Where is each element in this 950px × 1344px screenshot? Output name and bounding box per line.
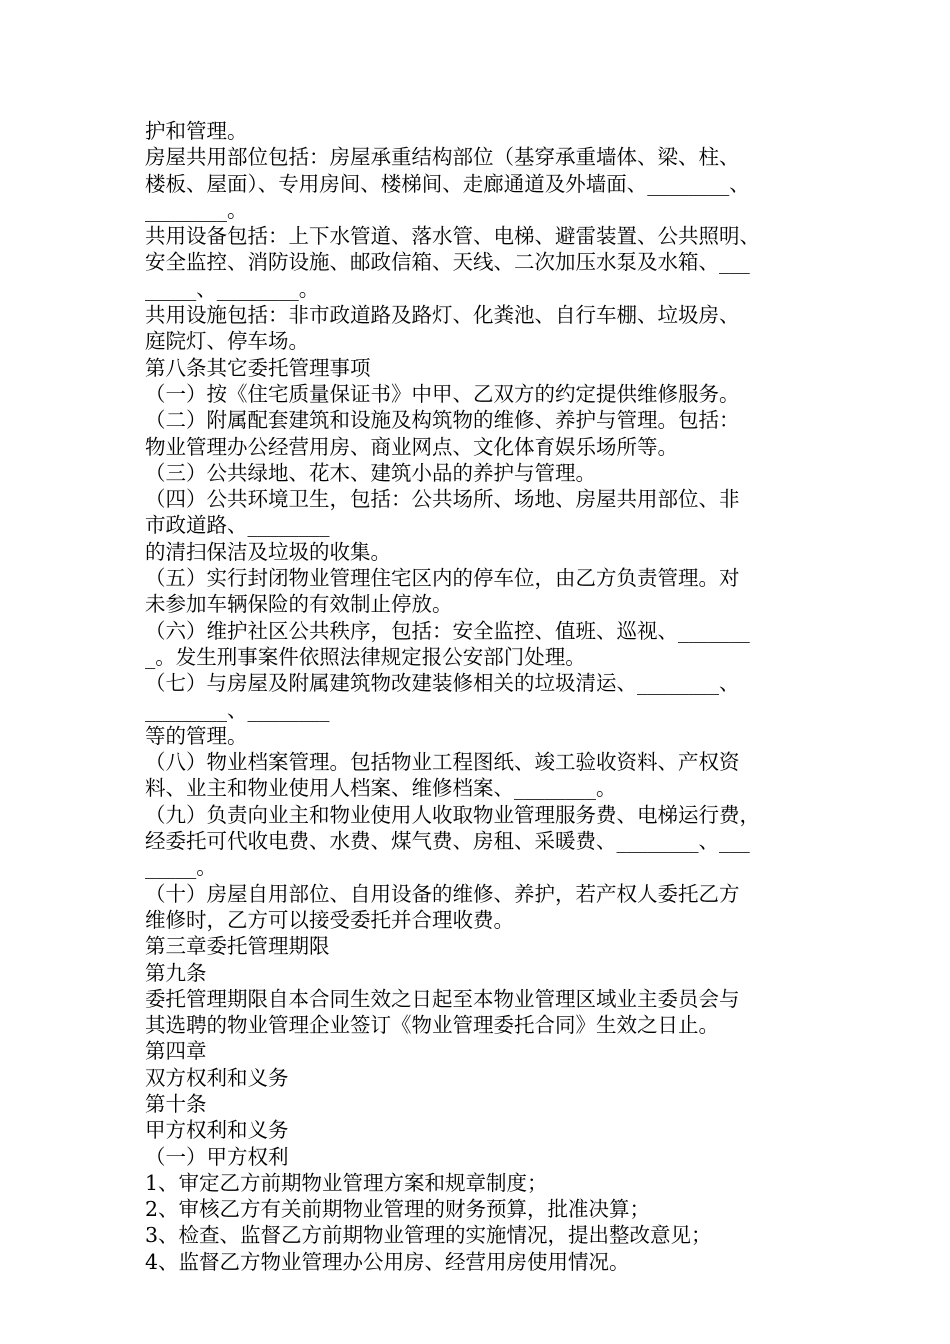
- text-line: 护和管理。: [145, 119, 248, 143]
- list-item: 2、审核乙方有关前期物业管理的财务预算，批准决算；: [145, 1197, 651, 1222]
- list-item: 4、监督乙方物业管理办公用房、经营用房使用情况。: [145, 1249, 630, 1274]
- text-line: 市政道路、________: [145, 513, 330, 538]
- text-line: 料、业主和物业使用人档案、维修档案、________。: [145, 776, 617, 801]
- text-line: 等的管理。: [145, 723, 248, 748]
- text-line: 庭院灯、停车场。: [145, 329, 309, 354]
- text-line: _____。: [145, 855, 217, 880]
- text-line: （八）物业档案管理。包括物业工程图纸、竣工验收资料、产权资: [145, 750, 740, 775]
- text-line: 未参加车辆保险的有效制止停放。: [145, 592, 453, 617]
- text-line: （六）维护社区公共秩序，包括：安全监控、值班、巡视、_______: [145, 618, 750, 643]
- section-heading: 第八条其它委托管理事项: [145, 355, 371, 380]
- text-line: ________、________: [145, 697, 330, 722]
- chapter-heading: 第三章委托管理期限: [145, 934, 330, 959]
- text-line: 房屋共用部位包括：房屋承重结构部位（基穿承重墙体、梁、柱、: [145, 145, 740, 170]
- text-line: _____、________。: [145, 276, 320, 301]
- text-line: （一）按《住宅质量保证书》中甲、乙双方的约定提供维修服务。: [145, 381, 740, 406]
- text-line: 经委托可代收电费、水费、煤气费、房租、采暖费、________、___: [145, 829, 750, 854]
- text-line: （七）与房屋及附属建筑物改建装修相关的垃圾清运、________、: [145, 671, 740, 696]
- list-item: 3、检查、监督乙方前期物业管理的实施情况，提出整改意见；: [145, 1223, 712, 1248]
- text-line: 物业管理办公经营用房、商业网点、文化体育娱乐场所等。: [145, 434, 678, 459]
- text-line: （二）附属配套建筑和设施及构筑物的维修、养护与管理。包括：: [145, 408, 740, 433]
- text-line: 委托管理期限自本合同生效之日起至本物业管理区域业主委员会与: [145, 986, 740, 1011]
- text-line: _。发生刑事案件依照法律规定报公安部门处理。: [145, 644, 586, 669]
- text-line: 楼板、屋面）、专用房间、楼梯间、走廊通道及外墙面、________、: [145, 171, 750, 196]
- text-line: 安全监控、消防设施、邮政信箱、天线、二次加压水泵及水箱、___: [145, 250, 750, 275]
- article-title: 甲方权利和义务: [145, 1118, 289, 1143]
- article-heading: 第十条: [145, 1091, 207, 1116]
- text-line: ________。: [145, 197, 248, 222]
- text-line: 共用设施包括：非市政道路及路灯、化粪池、自行车棚、垃圾房、: [145, 303, 740, 328]
- chapter-title: 双方权利和义务: [145, 1065, 289, 1090]
- article-heading: 第九条: [145, 960, 207, 985]
- subsection-heading: （一）甲方权利: [145, 1144, 289, 1169]
- text-line: （三）公共绿地、花木、建筑小品的养护与管理。: [145, 460, 596, 485]
- list-item: 1、审定乙方前期物业管理方案和规章制度；: [145, 1170, 548, 1195]
- text-line: （九）负责向业主和物业使用人收取物业管理服务费、电梯运行费，: [145, 802, 760, 827]
- text-line: 维修时，乙方可以接受委托并合理收费。: [145, 907, 514, 932]
- text-line: （十）房屋自用部位、自用设备的维修、养护，若产权人委托乙方: [145, 881, 740, 906]
- text-line: （五）实行封闭物业管理住宅区内的停车位，由乙方负责管理。对: [145, 566, 740, 591]
- text-line: 其选聘的物业管理企业签订《物业管理委托合同》生效之日止。: [145, 1013, 719, 1038]
- document-body: [145, 118, 815, 1275]
- text-line: （四）公共环境卫生，包括：公共场所、场地、房屋共用部位、非: [145, 487, 740, 512]
- chapter-heading: 第四章: [145, 1039, 207, 1064]
- text-line: 共用设备包括：上下水管道、落水管、电梯、避雷装置、公共照明、: [145, 224, 760, 249]
- text-line: 的清扫保洁及垃圾的收集。: [145, 539, 391, 564]
